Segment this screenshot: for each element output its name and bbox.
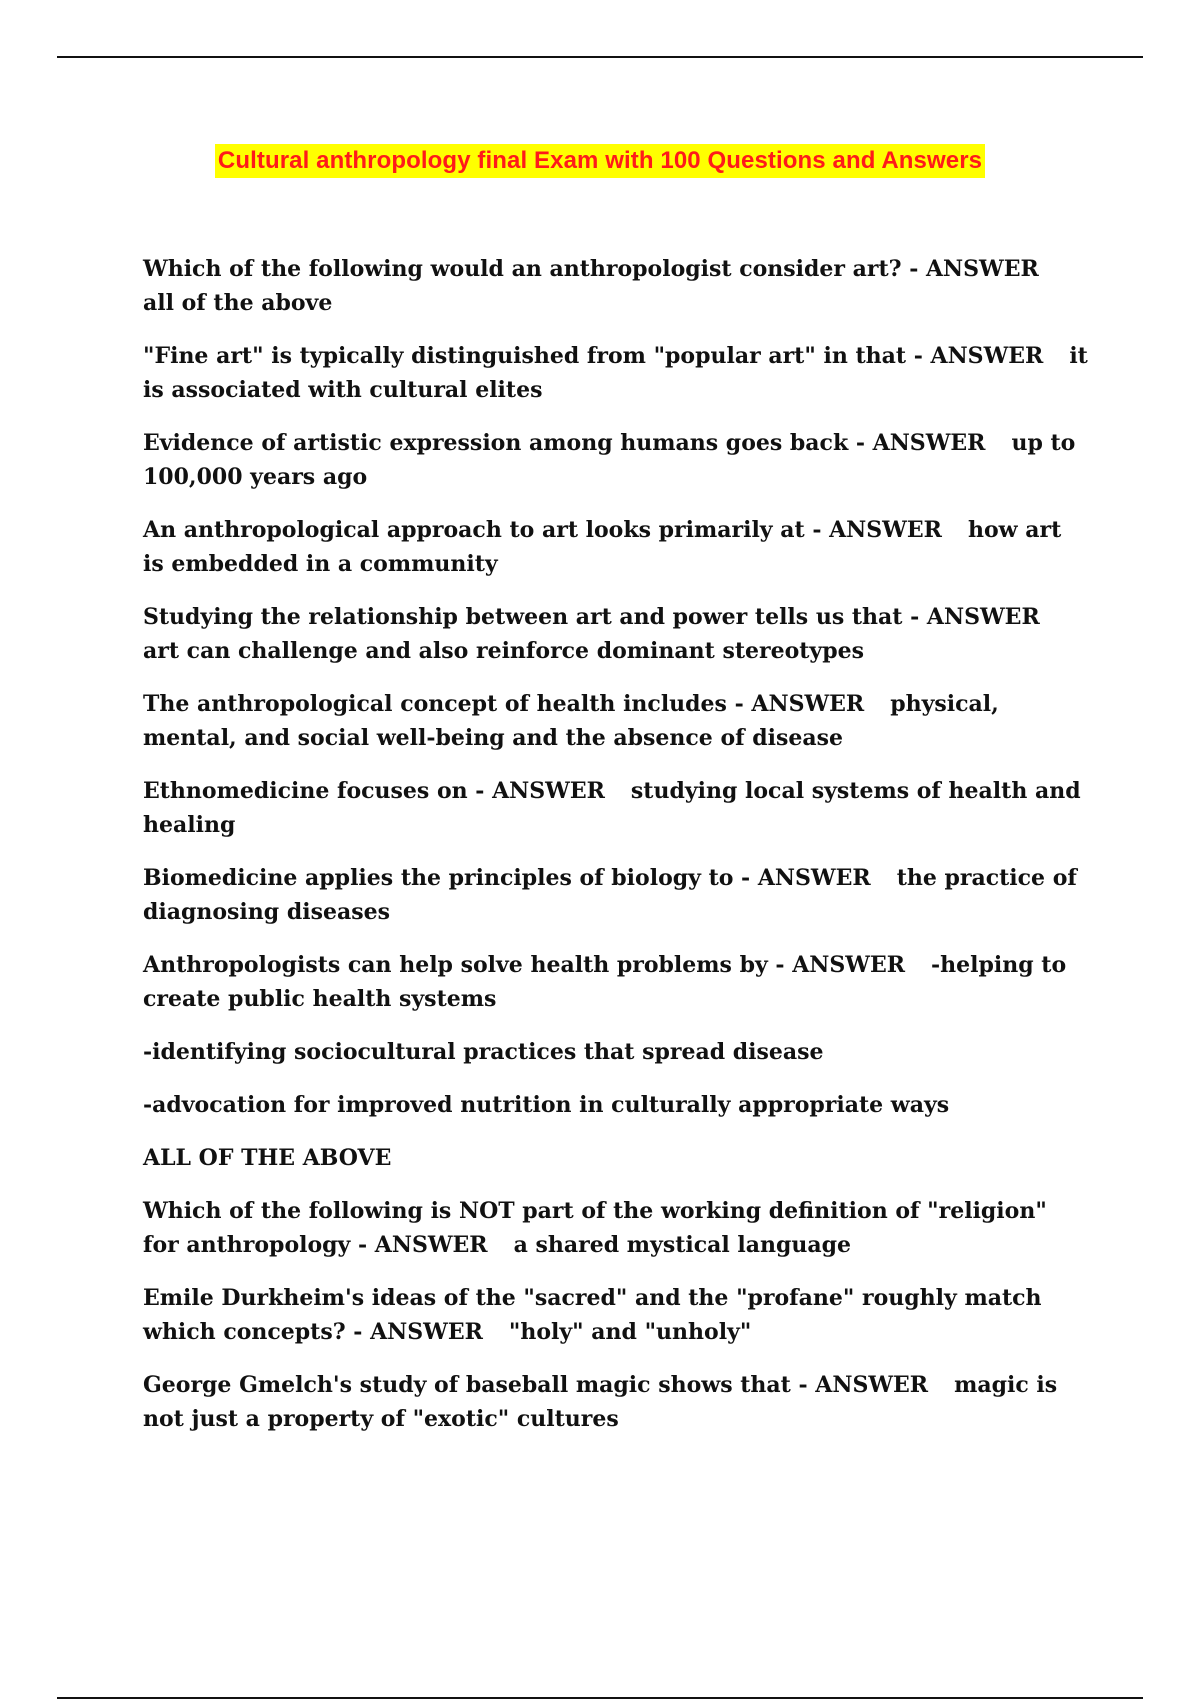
answer-text: studying local systems of health and healing: [143, 778, 1081, 838]
answer-line: -identifying sociocultural practices that spread disease: [143, 1039, 824, 1065]
answer-line: ALL OF THE ABOVE: [143, 1145, 392, 1171]
qa-item: [143, 600, 1088, 668]
answer-text: physical, mental, and social well-being and the absence of disease: [143, 691, 999, 751]
qa-item: [143, 774, 1088, 842]
question-text: Biomedicine applies the principles of biology to - ANSWER: [143, 865, 871, 891]
question-text: "Fine art" is typically distinguished from "popular art" in that - ANSWER: [143, 343, 1044, 369]
question-text: Which of the following is NOT part of the working definition of "religion" for anthropology - ANSWER: [143, 1198, 1047, 1258]
question-text: Emile Durkheim's ideas of the "sacred" and the "profane" roughly match which concepts? - ANSWER: [143, 1285, 1042, 1345]
qa-item: [143, 339, 1088, 407]
qa-item: [143, 1281, 1088, 1349]
answer-text: it is associated with cultural elites: [143, 343, 1088, 403]
answer-text: all of the above: [143, 290, 333, 316]
document-title: Cultural anthropology final Exam with 100 Questions and Answers: [215, 144, 985, 178]
answer-text: -helping to create public health systems: [143, 952, 1067, 1012]
answer-text: art can challenge and also reinforce dominant stereotypes: [143, 638, 864, 664]
qa-item: [143, 948, 1088, 1016]
answer-text: up to 100,000 years ago: [143, 430, 1076, 490]
question-text: Anthropologists can help solve health problems by - ANSWER: [143, 952, 906, 978]
qa-item: [143, 687, 1088, 755]
answer-text: magic is not just a property of "exotic" cultures: [143, 1372, 1058, 1432]
title-container: [0, 144, 1200, 178]
question-text: An anthropological approach to art looks primarily at - ANSWER: [143, 517, 942, 543]
qa-item: [143, 252, 1088, 320]
answer-text: "holy" and "unholy": [508, 1319, 752, 1345]
qa-item: [143, 426, 1088, 494]
qa-item: [143, 513, 1088, 581]
bottom-rule: [57, 1697, 1143, 1699]
qa-content: [143, 252, 1088, 1455]
answer-line: -advocation for improved nutrition in culturally appropriate ways: [143, 1092, 950, 1118]
answer-text: how art is embedded in a community: [143, 517, 1062, 577]
question-text: The anthropological concept of health includes - ANSWER: [143, 691, 865, 717]
qa-item: [143, 1194, 1088, 1262]
question-text: Ethnomedicine focuses on - ANSWER: [143, 778, 605, 804]
answer-text: a shared mystical language: [513, 1232, 852, 1258]
qa-item: [143, 1368, 1088, 1436]
question-text: George Gmelch's study of baseball magic shows that - ANSWER: [143, 1372, 929, 1398]
question-text: Evidence of artistic expression among humans goes back - ANSWER: [143, 430, 986, 456]
top-rule: [57, 56, 1143, 58]
question-text: Which of the following would an anthropologist consider art? - ANSWER: [143, 256, 1039, 282]
question-text: Studying the relationship between art and power tells us that - ANSWER: [143, 604, 1040, 630]
answer-text: the practice of diagnosing diseases: [143, 865, 1077, 925]
qa-item: [143, 861, 1088, 929]
